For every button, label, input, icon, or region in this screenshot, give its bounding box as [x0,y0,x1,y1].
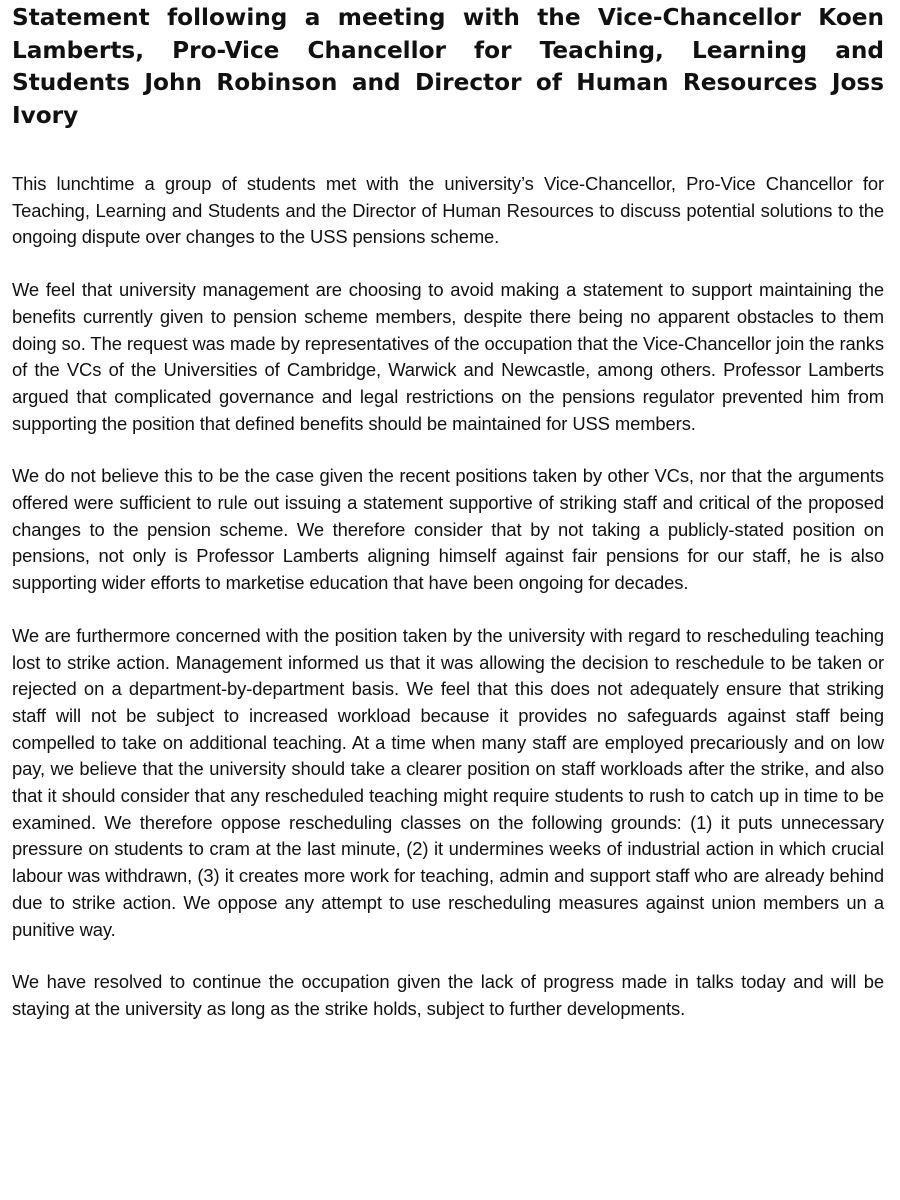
statement-document [12,0,884,1049]
paragraph-resolution: We have resolved to continue the occupation given the lack of progress made in talks today and will be staying at the university as long as the strike holds, subject to further developments. [12,971,884,1019]
document-title: Statement following a meeting with the Vice-Chancellor Koen Lamberts, Pro-Vice Chancellor for Teaching, Learning and Students John Robinson and Director of Human Resources Joss Ivory [12,4,884,129]
paragraph-rescheduling-concerns: We are furthermore concerned with the position taken by the university with regard to rescheduling teaching lost to strike action. Management informed us that it was allowing the decision to reschedule to be taken or rejected on a department-by-department basis. We feel that this does not adequately ensure that striking staff will not be subject to increased workload because it provides no safeguards against staff being compelled to take on additional teaching. At a time when many staff are employed precariously and on low pay, we believe that the university should take a clearer position on staff workloads after the strike, and also that it should consider that any rescheduled teaching might require students to rush to catch up in time to be examined. We therefore oppose rescheduling classes on the following grounds: (1) it puts unnecessary pressure on students to cram at the last minute, (2) it undermines weeks of industrial action in which crucial labour was withdrawn, (3) it creates more work for teaching, admin and support staff who are already behind due to strike action. We oppose any attempt to use rescheduling measures against union members un a punitive way. [12,624,884,940]
paragraph-response: We do not believe this to be the case given the recent positions taken by other VCs, nor that the arguments offered were sufficient to rule out issuing a statement supportive of striking staff and critical of the proposed changes to the pension scheme. We therefore consider that by not taking a publicly-stated position on pensions, not only is Professor Lamberts aligning himself against fair pensions for our staff, he is also supporting wider efforts to marketise education that have been ongoing for decades. [12,465,884,594]
document-body [12,171,884,1023]
paragraph-management-position: We feel that university management are choosing to avoid making a statement to support maintaining the benefits currently given to pension scheme members, despite there being no apparent obstacles to them doing so. The request was made by representatives of the occupation that the Vice-Chancellor join the ranks of the VCs of the Universities of Cambridge, Warwick and Newcastle, among others. Professor Lamberts argued that complicated governance and legal restrictions on the pensions regulator prevented him from supporting the position that defined benefits should be maintained for USS members. [12,279,884,434]
paragraph-meeting-summary: This lunchtime a group of students met with the university’s Vice-Chancellor, Pro-Vice Chancellor for Teaching, Learning and Students and the Director of Human Resources to discuss potential solutions to the ongoing dispute over changes to the USS pensions scheme. [12,173,884,248]
